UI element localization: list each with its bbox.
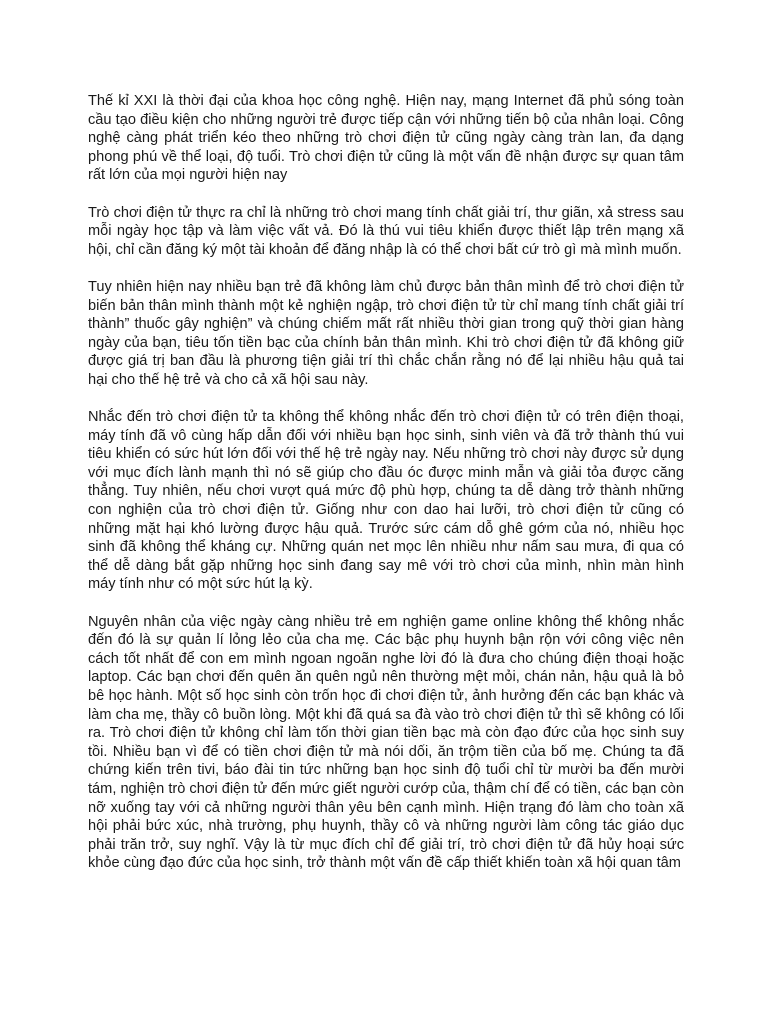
paragraph-causes: Nguyên nhân của việc ngày càng nhiều trẻ em nghiện game online không thể không nhắc đến đó là sự quản lí lỏng lẻo của cha mẹ. Các bậc phụ huynh bận rộn với công việc nên cách tốt nhất để con em mình ngoan ngoãn nghe lời đó là đưa cho chúng điện thoại hoặc laptop. Các bạn chơi đến quên ăn quên ngủ nên thường mệt mỏi, chán nản, hậu quả là bỏ bê học hành. Một số học sinh còn trốn học đi chơi điện tử, ảnh hưởng đến các bạn khác và làm cha mẹ, thầy cô buồn lòng. Một khi đã quá sa đà vào trò chơi điện tử thì sẽ không có lối ra. Trò chơi điện tử không chỉ làm tốn thời gian tiền bạc mà còn đạo đức của học sinh suy tồi. Nhiều bạn vì để có tiền chơi điện tử mà nói dối, ăn trộm tiền của bố mẹ. Chúng ta đã chứng kiến trên tivi, báo đài tin tức những bạn học sinh độ tuổi chỉ từ mười ba đến mười tám, nghiện trò chơi điện tử đến mức giết người cướp của, thậm chí để có tiền, các bạn còn nỡ xuống tay với cả những người thân yêu bên cạnh mình. Hiện trạng đó làm cho toàn xã hội phải bức xúc, nhà trường, phụ huynh, thầy cô và những người làm công tác giáo dục phải trăn trở, suy nghĩ. Vậy là từ mục đích chỉ để giải trí, trò chơi điện tử đã hủy hoại sức khỏe cùng đạo đức của học sinh, trở thành một vấn đề cấp thiết khiến toàn xã hội quan tâm bbox=[88, 613, 684, 872]
paragraph-addiction: Tuy nhiên hiện nay nhiều bạn trẻ đã không làm chủ được bản thân mình để trò chơi điện tử biến bản thân mình thành một kẻ nghiện ngập, trò chơi điện tử từ chỉ mang tính chất giải trí thành” thuốc gây nghiện” và chúng chiếm mất rất nhiều thời gian trong quỹ thời gian hàng ngày của bạn, tiêu tốn tiền bạc của chính bản thân mình. Khi trò chơi điện tử đã không giữ được giá trị ban đầu là phương tiện giải trí thì chắc chắn rằng nó để lại nhiều hậu quả tai hại cho thế hệ trẻ và cho cả xã hội sau này. bbox=[88, 278, 684, 388]
paragraph-definition: Trò chơi điện tử thực ra chỉ là những trò chơi mang tính chất giải trí, thư giãn, xả stress sau mỗi ngày học tập và làm việc vất vả. Đó là thú vui tiêu khiển được thiết lập trên mạng xã hội, chỉ cần đăng ký một tài khoản để đăng nhập là có thể chơi bất cứ trò gì mà mình muốn. bbox=[88, 204, 684, 258]
paragraph-intro: Thế kỉ XXI là thời đại của khoa học công nghệ. Hiện nay, mạng Internet đã phủ sóng toàn cầu tạo điều kiện cho những người trẻ được tiếp cận với những tiến bộ của nhân loại. Công nghệ càng phát triển kéo theo những trò chơi điện tử cũng ngày càng tràn lan, đa dạng phong phú về thể loại, độ tuổi. Trò chơi điện tử cũng là một vấn đề nhận được sự quan tâm rất lớn của mọi người hiện nay bbox=[88, 93, 684, 184]
document-page bbox=[88, 92, 684, 892]
paragraph-devices: Nhắc đến trò chơi điện tử ta không thể không nhắc đến trò chơi điện tử có trên điện thoại, máy tính đã vô cùng hấp dẫn đối với nhiều bạn học sinh, sinh viên và đã trở thành thú vui tiêu khiển có sức hút lớn đối với thế hệ trẻ ngày nay. Nếu những trò chơi này được sử dụng với mục đích lành mạnh thì nó sẽ giúp cho đầu óc được minh mẫn và giải tỏa được căng thẳng. Tuy nhiên, nếu chơi vượt quá mức độ phù hợp, chúng ta dễ dàng trở thành những con nghiện của trò chơi điện tử. Giống như con dao hai lưỡi, trò chơi điện tử cũng có những mặt hại khó lường được hậu quả. Trước sức cám dỗ ghê gớm của nó, nhiều học sinh đã không thể kháng cự. Những quán net mọc lên nhiều như nấm sau mưa, đi qua có thể dễ dàng bắt gặp những học sinh đang say mê với trò chơi của mình, nhìn màn hình máy tính như có một sức hút lạ kỳ. bbox=[88, 409, 684, 593]
